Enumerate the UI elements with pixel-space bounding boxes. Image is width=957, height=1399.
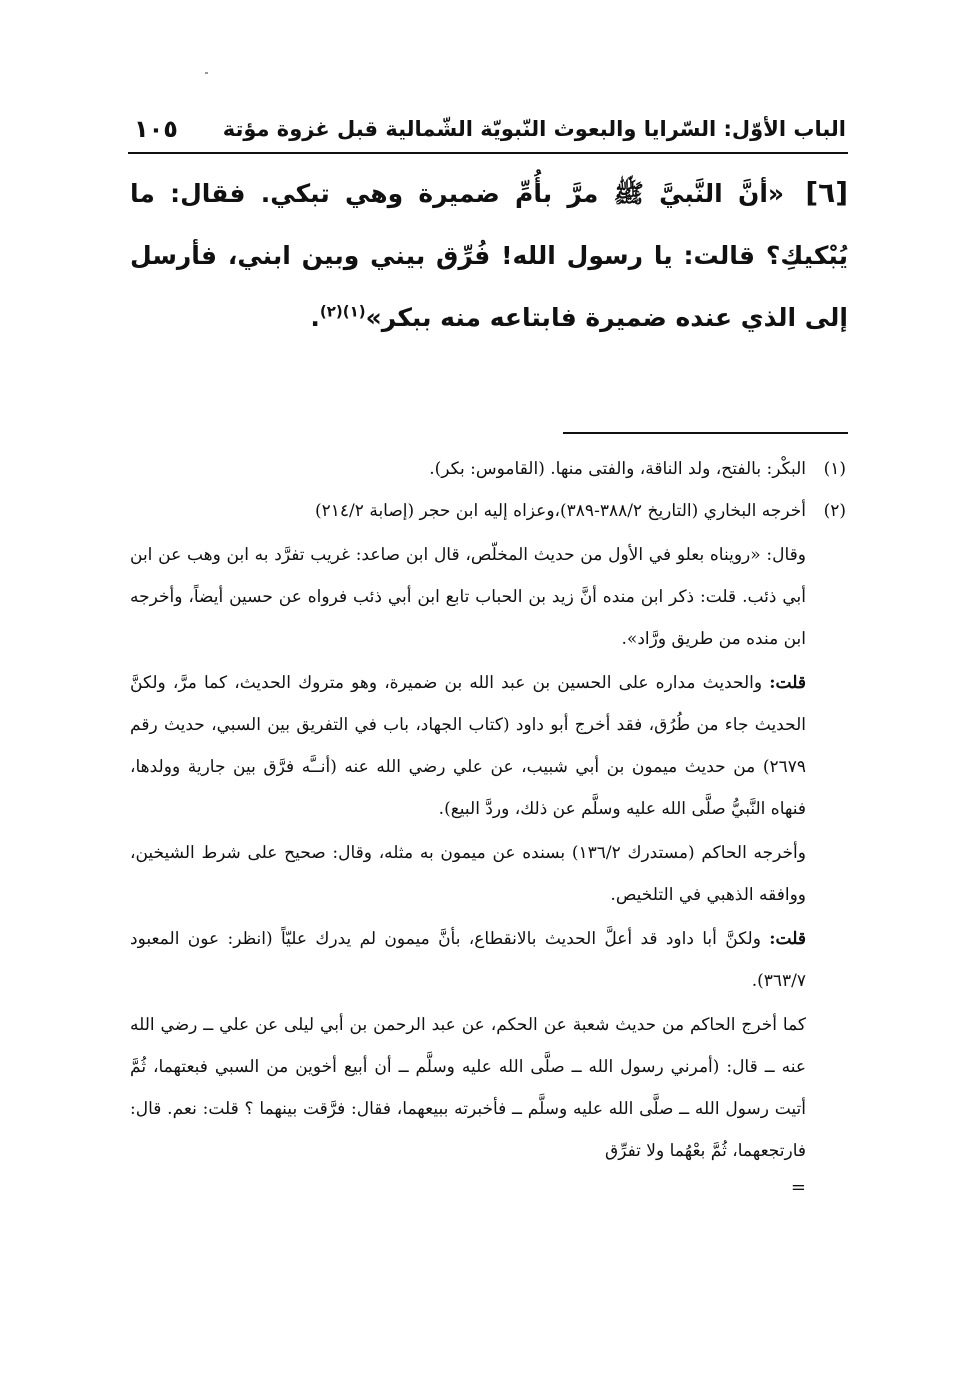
page-number: ١٠٥: [134, 115, 178, 143]
footnote-2-para3: وأخرجه الحاكم (مستدرك ١٣٦/٢) بسنده عن ميمون به مثله، وقال: صحيح على شرط الشيخين، ووافقه الذهبي في التلخيص.: [130, 843, 806, 905]
footnote-1: [130, 448, 846, 490]
scan-speck: [205, 72, 208, 74]
footnote-2-number: (٢): [823, 501, 846, 521]
hadith-text-block: [130, 162, 848, 349]
continuation-mark: =: [790, 1177, 806, 1198]
footnote-2-para2: [130, 662, 806, 830]
footnotes: [130, 448, 846, 1198]
footnote-2-para5: كما أخرج الحاكم من حديث شعبة عن الحكم، عن عبد الرحمن بن أبي ليلى عن علي ــ رضي الله عنه ــ قال: (أمرني رسول الله ــ صلَّى الله عليه وسلَّم ــ أن أبيع أخوين من السبي فبعتهما، ثُمَّ أتيت رسول الله ــ صلَّى الله عليه وسلَّم ــ فأخبرته ببيعهما، فقال: فرَّقت بينهما ؟ قلت: نعم. قال: فارتجعهما، ثُمَّ بعْهُما ولا تفرِّق: [130, 1015, 806, 1161]
footnote-1-text: البكْر: بالفتح، ولد الناقة، والفتى منها. (القاموس: بكر).: [429, 459, 806, 479]
running-header: [134, 108, 846, 150]
hadith-number: [٦]: [805, 176, 848, 209]
para2-label: قلت:: [769, 673, 807, 693]
footnote-2-body: [130, 490, 806, 1198]
para4-label: قلت:: [769, 929, 806, 949]
footnote-1-number: (١): [823, 459, 846, 479]
header-divider: [128, 152, 848, 154]
footnote-refs: (١)(٢): [319, 302, 366, 321]
footnote-2-para1: وقال: «رويناه بعلو في الأول من حديث المخلّص، قال ابن صاعد: غريب تفرَّد به ابن وهب عن ابن أبي ذئب. قلت: ذكر ابن منده أنَّ زيد بن الحباب تابع ابن أبي ذئب فرواه عن حسين أيضاً، وأخرجه ابن منده من طريق ورَّاد».: [130, 545, 806, 649]
footnote-divider: [563, 432, 848, 434]
chapter-title: الباب الأوّل: السّرايا والبعوث النّبويّة الشّمالية قبل غزوة مؤتة: [222, 117, 846, 141]
hadith-body: «أنَّ النَّبيَّ ﷺ مرَّ بأُمِّ ضميرة وهي تبكي. فقال: ما يُبْكيكِ؟ قالت: يا رسول الله! فُرِّق بيني وبين ابني، فأرسل إلى الذي عنده ضميرة فابتاعه منه ببكر»: [130, 179, 848, 332]
footnote-2-line1: أخرجه البخاري (التاريخ ٣٨٨/٢-٣٨٩)،وعزاه إليه ابن حجر (إصابة ٢١٤/٢): [315, 501, 806, 521]
hadith-end-mark: .: [310, 303, 320, 332]
footnote-2-para4: [130, 918, 806, 1002]
para2-text: والحديث مداره على الحسين بن عبد الله بن ضميرة، وهو متروك الحديث، كما مرَّ، ولكنَّ الحديث جاء من طُرُق، فقد أخرج أبو داود (كتاب الجهاد، باب في التفريق بين السبي، حديث رقم ٢٦٧٩) من حديث ميمون بن أبي شبيب، عن علي رضي الله عنه (أنــَّه فرَّق بين جارية وولدها، فنهاه النَّبيُّ صلَّى الله عليه وسلَّم عن ذلك، وردَّ البيع).: [130, 673, 806, 819]
footnote-2: [130, 490, 846, 1198]
para4-text: ولكنَّ أبا داود قد أعلَّ الحديث بالانقطاع، بأنَّ ميمون لم يدرك عليّاً (انظر: عون المعبود ٣٦٣/٧).: [130, 929, 806, 991]
